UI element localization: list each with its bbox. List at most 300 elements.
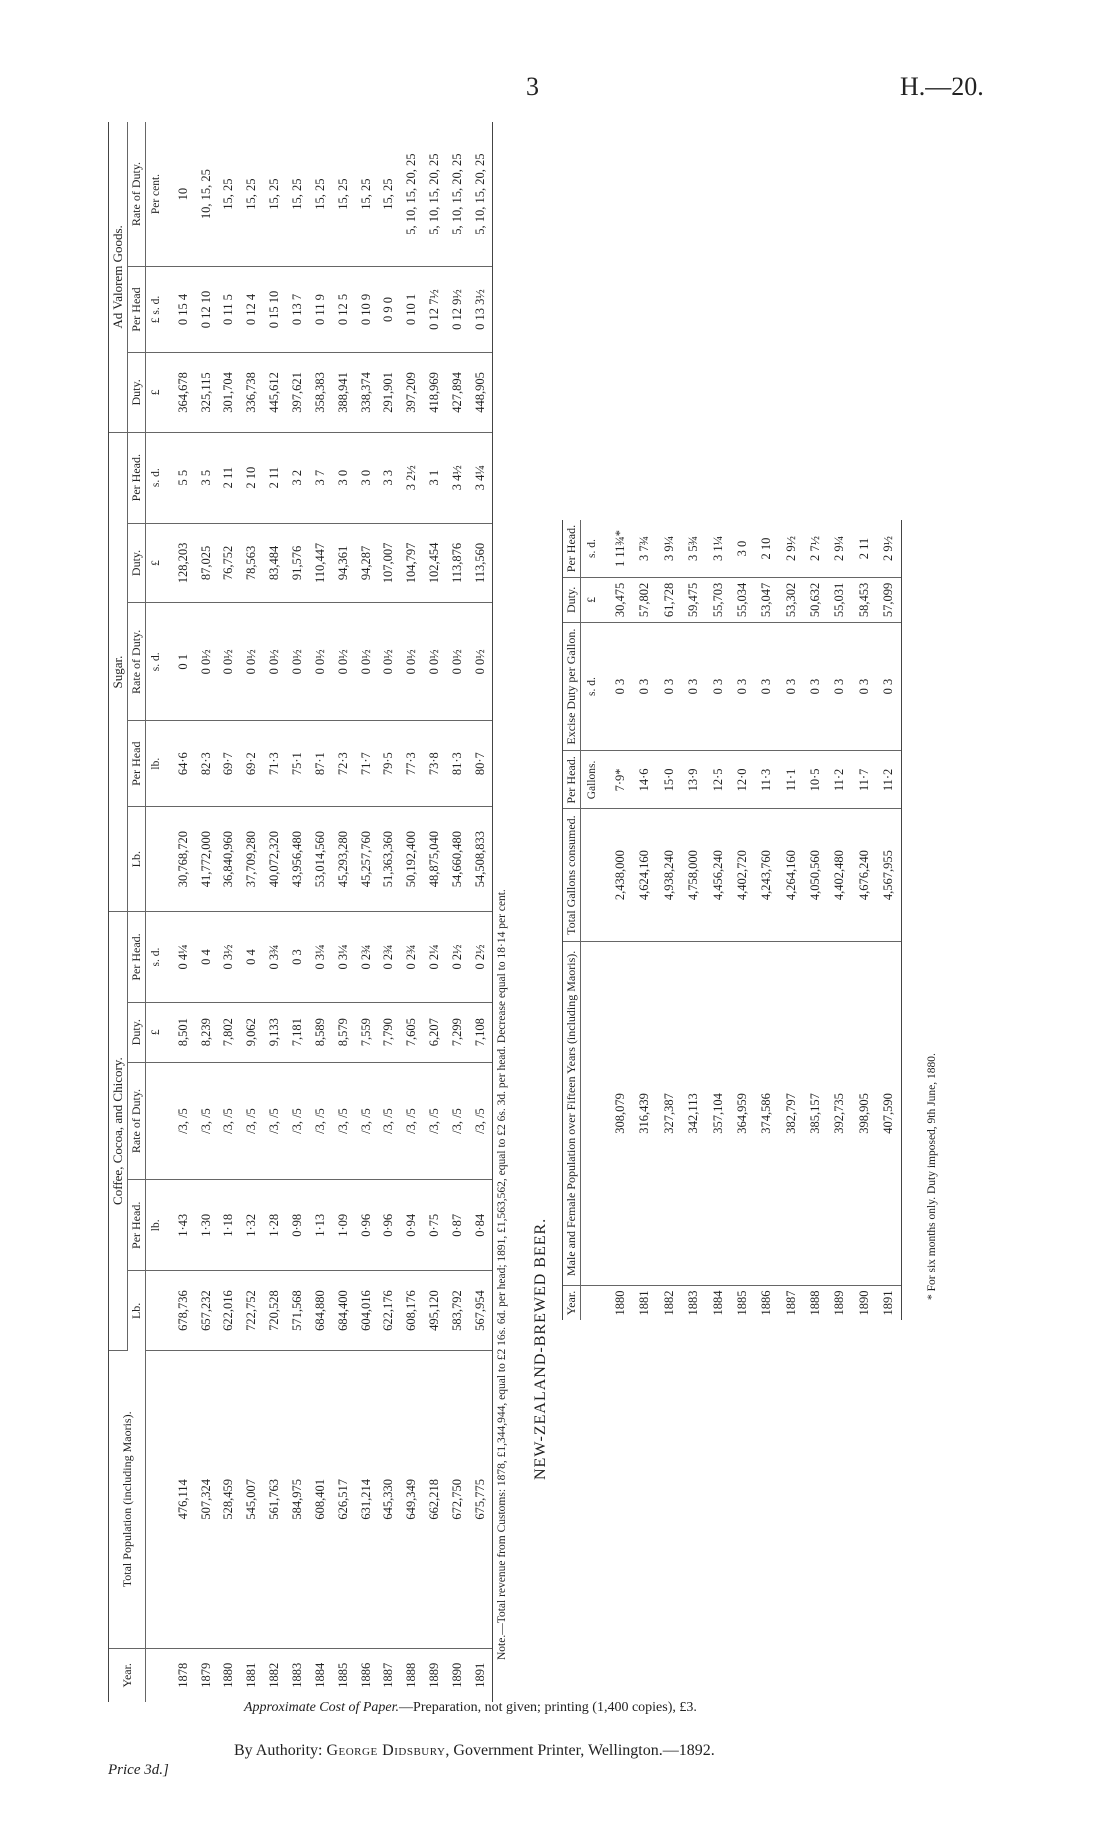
table-cell: 87·1: [309, 721, 332, 807]
table-row: [309, 122, 332, 1702]
table-cell: 7,559: [355, 1002, 378, 1062]
col-sugar-rate: Rate of Duty.: [128, 603, 146, 721]
table-cell: 0·96: [355, 1180, 378, 1271]
unit-cell: s. d.: [146, 603, 172, 721]
table-cell: 13·9: [682, 751, 706, 809]
table-row: [706, 520, 730, 1320]
table-cell: 657,232: [195, 1271, 218, 1351]
table-cell: 631,214: [355, 1351, 378, 1649]
table-cell: 53,014,560: [309, 807, 332, 912]
table-cell: 15, 25: [377, 122, 400, 267]
col-sugar-per-head: Per Head: [128, 721, 146, 807]
table-cell: 1885: [335, 1662, 350, 1688]
table-cell: 57,802: [633, 578, 657, 623]
table-cell: 10: [172, 122, 195, 267]
table-cell: 110,447: [309, 523, 332, 603]
unit-cell: £: [146, 352, 172, 432]
table-cell: 1882: [267, 1662, 282, 1688]
table-row: [469, 122, 493, 1702]
table-row: [779, 520, 803, 1320]
table-cell: 8,239: [195, 1002, 218, 1062]
unit-cell: [146, 1271, 172, 1351]
price: Price 3d.]: [108, 1762, 169, 1778]
table-cell: 36,840,960: [217, 807, 240, 912]
table-cell: 2 9¼: [828, 520, 852, 578]
table-cell: 53,047: [755, 578, 779, 623]
unit-cell: [581, 1286, 609, 1321]
table-cell: 427,894: [446, 352, 469, 432]
beer-table-title: NEW-ZEALAND-BREWED BEER.: [532, 1217, 549, 1480]
table-cell: 0 12 4: [240, 267, 263, 353]
table-cell: 0 0½: [240, 603, 263, 721]
table-cell: 0 0½: [377, 603, 400, 721]
table-cell: 3 1¼: [706, 520, 730, 578]
table-cell: 338,374: [355, 352, 378, 432]
table-cell: 0·84: [469, 1180, 493, 1271]
beer-col-excise: Excise Duty per Gallon.: [563, 622, 581, 751]
table-cell: 0 12 5: [332, 267, 355, 353]
table-cell: 392,735: [828, 941, 852, 1285]
table-cell: 57,099: [876, 578, 901, 623]
table-cell: 4,676,240: [852, 809, 876, 941]
table-cell: 382,797: [779, 941, 803, 1285]
table-cell: 0 0½: [469, 603, 493, 721]
table-cell: 385,157: [803, 941, 827, 1285]
table-cell: 0 2¾: [400, 912, 423, 1003]
table-cell: 584,975: [286, 1351, 309, 1649]
table-cell: 0 3: [876, 622, 901, 751]
unit-cell: [146, 1351, 172, 1649]
table-cell: 0 4: [240, 912, 263, 1003]
table-cell: 2 10: [240, 432, 263, 523]
col-sugar-duty-per-head: Per Head.: [128, 432, 146, 523]
table-row: [755, 520, 779, 1320]
unit-cell: lb.: [146, 1180, 172, 1271]
col-sugar-lb: Lb.: [128, 807, 146, 912]
table-cell: 4,243,760: [755, 809, 779, 941]
table-row: [400, 122, 423, 1702]
unit-cell: s. d.: [581, 520, 609, 578]
table-cell: 5 5: [172, 432, 195, 523]
table-cell: 722,752: [240, 1271, 263, 1351]
table-cell: 0 10 9: [355, 267, 378, 353]
table-row: [195, 122, 218, 1702]
table-cell: 4,624,160: [633, 809, 657, 941]
table-cell: 528,459: [217, 1351, 240, 1649]
cost-line: [244, 1700, 697, 1716]
table-cell: 357,104: [706, 941, 730, 1285]
table-cell: 3 7: [309, 432, 332, 523]
table-cell: 82·3: [195, 721, 218, 807]
table-cell: 0 2¾: [355, 912, 378, 1003]
unit-cell: [146, 807, 172, 912]
table-cell: 0 0½: [446, 603, 469, 721]
table-cell: /3, /5: [172, 1062, 195, 1180]
table-cell: 79·5: [377, 721, 400, 807]
table-cell: 15, 25: [286, 122, 309, 267]
table-row: [172, 122, 195, 1702]
printer-name: George Didsbury: [326, 1742, 446, 1759]
table-cell: 507,324: [195, 1351, 218, 1649]
table-cell: 2 10: [755, 520, 779, 578]
table-row: [332, 122, 355, 1702]
table-cell: 43,956,480: [286, 807, 309, 912]
table-cell: 48,875,040: [423, 807, 446, 912]
table-cell: 4,050,560: [803, 809, 827, 941]
col-sugar-duty: Duty.: [128, 523, 146, 603]
beer-table-body: [581, 520, 902, 1320]
table-cell: 388,941: [332, 352, 355, 432]
table-cell: 0 0½: [309, 603, 332, 721]
table-cell: 407,590: [876, 941, 901, 1285]
table-cell: 94,287: [355, 523, 378, 603]
table-cell: 672,750: [446, 1351, 469, 1649]
table-cell: 77·3: [400, 721, 423, 807]
cost-label: Approximate Cost of Paper.: [244, 1700, 400, 1715]
table-cell: 0 3: [706, 622, 730, 751]
table-cell: 418,969: [423, 352, 446, 432]
table-cell: 397,209: [400, 352, 423, 432]
table-cell: 0 3: [286, 912, 309, 1003]
table-cell: 45,257,760: [355, 807, 378, 912]
table-cell: 364,678: [172, 352, 195, 432]
table-cell: 0 12 10: [195, 267, 218, 353]
col-adv-duty: Duty.: [128, 352, 146, 432]
table-cell: 4,758,000: [682, 809, 706, 941]
table-cell: 0 3: [682, 622, 706, 751]
table-cell: 1882: [661, 1290, 676, 1316]
table-cell: 3 4½: [446, 432, 469, 523]
group-ad-valorem: Ad Valorem Goods.: [109, 122, 128, 432]
col-coffee-rate: Rate of Duty.: [128, 1062, 146, 1180]
table-cell: 61,728: [657, 578, 681, 623]
table-row: [217, 122, 240, 1702]
table-cell: 3 5: [195, 432, 218, 523]
table-cell: 0 3: [657, 622, 681, 751]
table-cell: 5, 10, 15, 20, 25: [446, 122, 469, 267]
table-cell: 2 7½: [803, 520, 827, 578]
table-cell: 1885: [734, 1290, 749, 1316]
unit-cell: Gallons.: [581, 751, 609, 809]
table-cell: 1 11¾*: [608, 520, 632, 578]
table-cell: 40,072,320: [263, 807, 286, 912]
table-cell: 571,568: [286, 1271, 309, 1351]
unit-cell: £ s. d.: [146, 267, 172, 353]
table-cell: 4,402,720: [730, 809, 754, 941]
table-row: [730, 520, 754, 1320]
table-cell: 3 4¼: [469, 432, 493, 523]
table-cell: 1·28: [263, 1180, 286, 1271]
table-cell: 69·7: [217, 721, 240, 807]
table-cell: 3 0: [355, 432, 378, 523]
table-cell: 0 0½: [195, 603, 218, 721]
col-population: Total Population (including Maoris).: [109, 1351, 146, 1649]
table-cell: 0·98: [286, 1180, 309, 1271]
table-cell: 0 2¼: [423, 912, 446, 1003]
unit-cell: s. d.: [146, 432, 172, 523]
table-cell: 336,738: [240, 352, 263, 432]
table-cell: 0 3: [803, 622, 827, 751]
table-cell: 0 2½: [469, 912, 493, 1003]
table-cell: 104,797: [400, 523, 423, 603]
table-cell: 0 0½: [355, 603, 378, 721]
table-cell: /3, /5: [195, 1062, 218, 1180]
beer-col-duty-per-head: Per Head.: [563, 520, 581, 578]
table-cell: 684,400: [332, 1271, 355, 1351]
table-row: [657, 520, 681, 1320]
table-cell: 1878: [175, 1662, 190, 1688]
table-cell: 0 15 4: [172, 267, 195, 353]
table-cell: 622,176: [377, 1271, 400, 1351]
beer-table: [562, 520, 902, 1320]
table-cell: 1879: [198, 1662, 213, 1688]
table-cell: /3, /5: [217, 1062, 240, 1180]
table-cell: 7,802: [217, 1002, 240, 1062]
table-cell: 1881: [244, 1662, 259, 1688]
table-cell: 0 3¼: [332, 912, 355, 1003]
table-cell: 55,703: [706, 578, 730, 623]
table-cell: 0 11 9: [309, 267, 332, 353]
table-cell: 64·6: [172, 721, 195, 807]
customs-duty-table: [108, 122, 493, 1702]
table-cell: 1886: [358, 1662, 373, 1688]
table-cell: 0 0½: [423, 603, 446, 721]
table-cell: 0 3: [730, 622, 754, 751]
table-cell: 54,508,833: [469, 807, 493, 912]
table-cell: 10·5: [803, 751, 827, 809]
table-row: [446, 122, 469, 1702]
table-cell: 15, 25: [309, 122, 332, 267]
table-cell: /3, /5: [400, 1062, 423, 1180]
document-reference: H.—20.: [900, 72, 984, 101]
table-row: [852, 520, 876, 1320]
table-cell: /3, /5: [469, 1062, 493, 1180]
table-cell: 495,120: [423, 1271, 446, 1351]
table-cell: 8,589: [309, 1002, 332, 1062]
beer-col-duty: Duty.: [563, 578, 581, 623]
table-cell: 1889: [427, 1662, 442, 1688]
table-cell: 71·3: [263, 721, 286, 807]
table-cell: 445,612: [263, 352, 286, 432]
table-cell: 0 3: [828, 622, 852, 751]
table-cell: 2,438,000: [608, 809, 632, 941]
table-cell: /3, /5: [355, 1062, 378, 1180]
table-cell: 3 7¾: [633, 520, 657, 578]
table-cell: 2 11: [852, 520, 876, 578]
table-cell: 8,501: [172, 1002, 195, 1062]
table-cell: 1883: [686, 1290, 701, 1316]
table-cell: 0 3¼: [309, 912, 332, 1003]
table-cell: 0 1: [172, 603, 195, 721]
table1-units-row: [146, 122, 172, 1702]
unit-cell: Per cent.: [146, 122, 172, 267]
table-cell: 1880: [221, 1662, 236, 1688]
table-cell: 7,108: [469, 1002, 493, 1062]
table-row: [608, 520, 632, 1320]
beer-footnote: * For six months only. Duty imposed, 9th June, 1880.: [926, 1053, 938, 1300]
table-cell: 3 5¾: [682, 520, 706, 578]
table-cell: 87,025: [195, 523, 218, 603]
group-sugar: Sugar.: [109, 432, 128, 911]
table-cell: 374,586: [755, 941, 779, 1285]
table-cell: 50,632: [803, 578, 827, 623]
table-cell: 1891: [876, 1286, 901, 1321]
table-row: [876, 520, 901, 1320]
table-cell: 1887: [783, 1290, 798, 1316]
table-cell: 7,181: [286, 1002, 309, 1062]
table-cell: 15, 25: [263, 122, 286, 267]
table-cell: 12·5: [706, 751, 730, 809]
table-cell: 1·13: [309, 1180, 332, 1271]
table-cell: 0 0½: [400, 603, 423, 721]
table-cell: 342,113: [682, 941, 706, 1285]
table-cell: 3 3: [377, 432, 400, 523]
table-cell: 14·6: [633, 751, 657, 809]
table-row: [423, 122, 446, 1702]
table-cell: 0 3: [608, 622, 632, 751]
table-cell: 0 0½: [263, 603, 286, 721]
table-cell: 1·30: [195, 1180, 218, 1271]
table-cell: 0 9 0: [377, 267, 400, 353]
table-cell: 3 0: [332, 432, 355, 523]
table-cell: 37,709,280: [240, 807, 263, 912]
unit-cell: £: [581, 578, 609, 623]
table-cell: 675,775: [469, 1351, 493, 1649]
table-cell: 6,207: [423, 1002, 446, 1062]
table-cell: 76,752: [217, 523, 240, 603]
beer-col-gallons: Total Gallons consumed.: [563, 809, 581, 941]
table-cell: 0 13 3½: [469, 267, 493, 353]
table-cell: 626,517: [332, 1351, 355, 1649]
table-cell: 11·7: [852, 751, 876, 809]
table-cell: 0 3½: [217, 912, 240, 1003]
table-cell: 0 12 9½: [446, 267, 469, 353]
col-coffee-per-head: Per Head.: [128, 1180, 146, 1271]
table-cell: 75·1: [286, 721, 309, 807]
table-cell: 0·96: [377, 1180, 400, 1271]
unit-cell: s. d.: [146, 912, 172, 1003]
table-cell: 1889: [832, 1290, 847, 1316]
table-cell: 3 0: [730, 520, 754, 578]
table-cell: 11·1: [779, 751, 803, 809]
table-row: [263, 122, 286, 1702]
table-cell: 0·94: [400, 1180, 423, 1271]
beer-col-per-head: Per Head.: [563, 751, 581, 809]
table-cell: 55,031: [828, 578, 852, 623]
table-row: [633, 520, 657, 1320]
col-adv-per-head: Per Head: [128, 267, 146, 353]
table-cell: 81·3: [446, 721, 469, 807]
table-cell: 0 4: [195, 912, 218, 1003]
table-cell: 69·2: [240, 721, 263, 807]
table-cell: 50,192,400: [400, 807, 423, 912]
table-cell: 1880: [613, 1290, 628, 1316]
table-row: [828, 520, 852, 1320]
table-cell: 1890: [856, 1290, 871, 1316]
table-row: [377, 122, 400, 1702]
table-cell: 3 2: [286, 432, 309, 523]
table-cell: 11·2: [828, 751, 852, 809]
table-cell: 12·0: [730, 751, 754, 809]
table-cell: 30,768,720: [172, 807, 195, 912]
table-cell: 15·0: [657, 751, 681, 809]
unit-cell: £: [146, 523, 172, 603]
table-row: [803, 520, 827, 1320]
table-cell: 649,349: [400, 1351, 423, 1649]
table-cell: 1·18: [217, 1180, 240, 1271]
col-adv-rate: Rate of Duty.: [128, 122, 146, 267]
table-cell: 94,361: [332, 523, 355, 603]
unit-cell: [581, 809, 609, 941]
authority-prefix: By Authority:: [234, 1742, 323, 1759]
table-cell: 0 3: [633, 622, 657, 751]
table-cell: 3 1: [423, 432, 446, 523]
unit-cell: [146, 1648, 172, 1702]
table-cell: 78,563: [240, 523, 263, 603]
table-cell: 0 12 7½: [423, 267, 446, 353]
table-cell: 476,114: [172, 1351, 195, 1649]
table-cell: 15, 25: [240, 122, 263, 267]
table-cell: 608,176: [400, 1271, 423, 1351]
table-cell: 1888: [807, 1290, 822, 1316]
table-cell: 5, 10, 15, 20, 25: [400, 122, 423, 267]
authority-line: [234, 1742, 715, 1760]
table-cell: 3 9¼: [657, 520, 681, 578]
table-cell: 15, 25: [332, 122, 355, 267]
table-cell: 622,016: [217, 1271, 240, 1351]
table-cell: 567,954: [469, 1271, 493, 1351]
group-coffee: Coffee, Cocoa, and Chicory.: [109, 912, 128, 1351]
unit-cell: s. d.: [581, 622, 609, 751]
table-cell: 301,704: [217, 352, 240, 432]
table-cell: 4,567,955: [876, 809, 901, 941]
beer-col-year: Year.: [563, 1286, 581, 1321]
table-cell: /3, /5: [263, 1062, 286, 1180]
table-cell: 2 11: [263, 432, 286, 523]
table-cell: /3, /5: [446, 1062, 469, 1180]
table-cell: 608,401: [309, 1351, 332, 1649]
table-cell: 128,203: [172, 523, 195, 603]
table-cell: 308,079: [608, 941, 632, 1285]
table-cell: 604,016: [355, 1271, 378, 1351]
table-cell: 364,959: [730, 941, 754, 1285]
table-cell: 9,133: [263, 1002, 286, 1062]
table-cell: 9,062: [240, 1002, 263, 1062]
table-cell: 0 3¾: [263, 912, 286, 1003]
table-cell: 0 11 5: [217, 267, 240, 353]
table-cell: /3, /5: [309, 1062, 332, 1180]
table2-units-row: [581, 520, 609, 1320]
table-cell: 2 11: [217, 432, 240, 523]
table-cell: 1·32: [240, 1180, 263, 1271]
table-cell: 102,454: [423, 523, 446, 603]
table-cell: 59,475: [682, 578, 706, 623]
table-cell: 316,439: [633, 941, 657, 1285]
table-cell: 0 3: [852, 622, 876, 751]
table-cell: 0 0½: [332, 603, 355, 721]
table-cell: 0 10 1: [400, 267, 423, 353]
table-cell: 15, 25: [217, 122, 240, 267]
table-cell: /3, /5: [240, 1062, 263, 1180]
table-cell: 11·2: [876, 751, 901, 809]
table-cell: 325,115: [195, 352, 218, 432]
table-cell: 0 2¾: [377, 912, 400, 1003]
table-cell: 684,880: [309, 1271, 332, 1351]
table-cell: 1884: [710, 1290, 725, 1316]
table-cell: 53,302: [779, 578, 803, 623]
table-cell: 11·3: [755, 751, 779, 809]
table-cell: 645,330: [377, 1351, 400, 1649]
